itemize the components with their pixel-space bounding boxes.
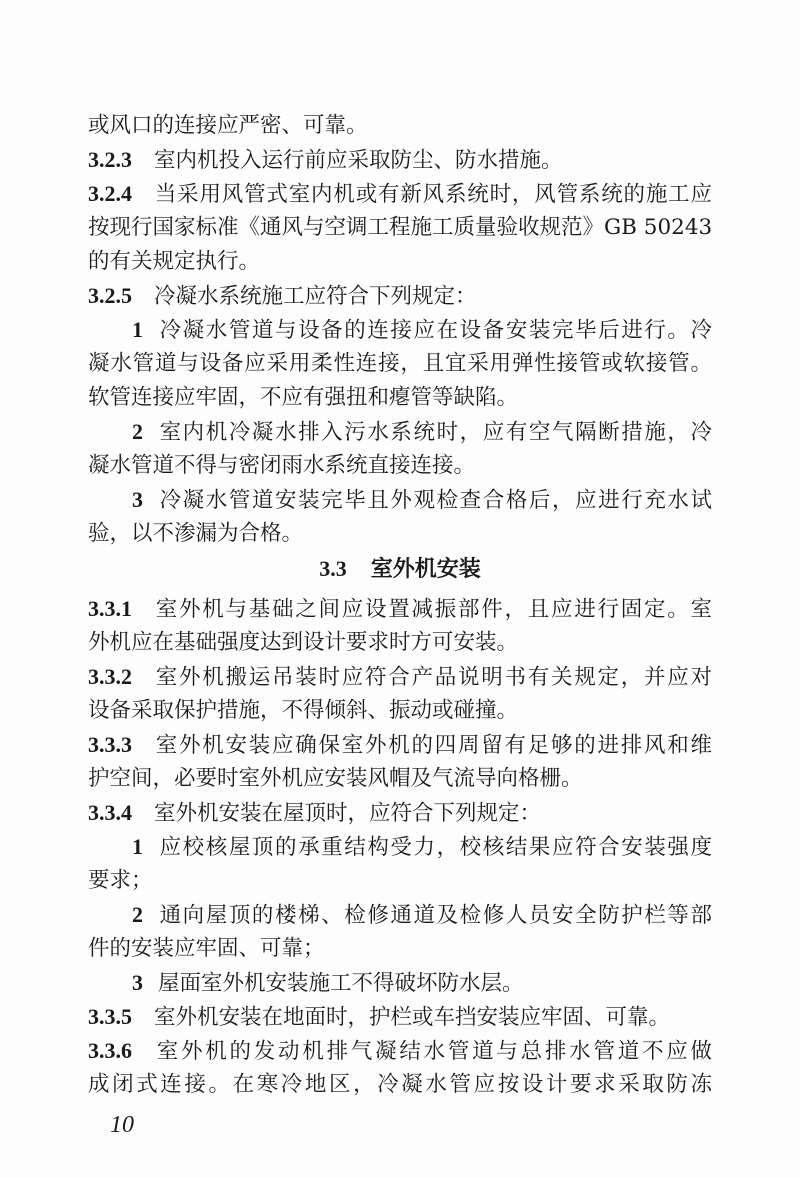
clause-number: 3.2.3 [88,147,132,172]
line-text: 室内机冷凝水排入污水系统时，应有空气隔断措施，冷 [158,420,712,445]
line-text: 室外机搬运吊装时应符合产品说明书有关规定，并应对 [154,665,712,690]
line-text: 室外机安装在屋顶时，应符合下列规定： [154,801,542,826]
line-text: 应校核屋顶的承重结构受力，校核结果应符合安装强度 [158,835,712,860]
clause-number: 3.3.2 [88,664,132,689]
text-line [88,245,712,279]
text-line [88,694,712,728]
line-text: 通向屋顶的楼梯、检修通道及检修人员安全防护栏等部 [158,903,712,928]
item-number: 1 [132,317,143,342]
clause-number: 3.3.6 [88,1038,132,1063]
line-text: 验，以不渗漏为合格。 [88,521,304,546]
line-text: 室外机的发动机排气凝结水管道与总排水管道不应做 [154,1039,712,1064]
list-item-line [88,966,712,1000]
clause-number: 3.2.5 [88,283,132,308]
text-line [88,449,712,483]
text-line [88,347,712,381]
line-text: 冷凝水系统施工应符合下列规定： [154,284,477,309]
list-item-line [88,313,712,347]
line-text: 当采用风管式室内机或有新风系统时，风管系统的施工应 [154,182,712,207]
clause-line [88,796,712,830]
section-title: 室外机安装 [370,556,481,582]
clause-number: 3.3.3 [88,732,132,757]
line-text: 件的安装应牢固、可靠； [88,936,325,961]
line-text: 室外机安装在地面时，护栏或车挡安装应牢固、可靠。 [154,1005,671,1030]
list-item-line [88,830,712,864]
line-text: 屋面室外机安装施工不得破坏防水层。 [158,971,524,996]
line-text: 软管连接应牢固，不应有强扭和瘪管等缺陷。 [88,385,519,410]
list-item-line [88,483,712,517]
line-text: 冷凝水管道安装完毕且外观检查合格后，应进行充水试 [158,488,712,513]
line-text: 要求； [88,868,153,893]
item-number: 3 [132,487,143,512]
text-line [88,211,712,245]
clause-number: 3.3.5 [88,1004,132,1029]
item-number: 2 [132,419,143,444]
line-text: 凝水管道与设备应采用柔性连接，且宜采用弹性接管或软接管。 [88,351,712,376]
clause-line [88,143,712,177]
line-text: 冷凝水管道与设备的连接应在设备安装完毕后进行。冷 [158,318,712,343]
text-line [88,1068,712,1102]
line-text: 按现行国家标准《通风与空调工程施工质量验收规范》GB 50243 [88,215,713,240]
line-text: 外机应在基础强度达到设计要求时方可安装。 [88,630,519,655]
text-line [88,762,712,796]
line-text: 室外机安装应确保室外机的四周留有足够的进排风和维 [154,733,712,758]
section-heading [0,552,800,586]
text-line [88,109,712,143]
line-text: 成闭式连接。在寒冷地区，冷凝水管应按设计要求采取防冻 [88,1072,712,1097]
line-text: 室内机投入运行前应采取防尘、防水措施。 [154,148,563,173]
clause-line [88,660,712,694]
clause-line [88,279,712,313]
line-text: 护空间，必要时室外机应安装风帽及气流导向格栅。 [88,766,583,791]
text-line [88,626,712,660]
clause-number: 3.3.4 [88,800,132,825]
list-item-line [88,415,712,449]
text-line [88,381,712,415]
line-text: 或风口的连接应严密、可靠。 [88,113,368,138]
clause-line [88,728,712,762]
clause-line [88,1000,712,1034]
text-line [88,517,712,551]
clause-number: 3.2.4 [88,181,132,206]
line-text: 室外机与基础之间应设置减振部件，且应进行固定。室 [154,597,712,622]
line-text: 的有关规定执行。 [88,249,261,274]
text-line [88,932,712,966]
clause-line [88,1034,712,1068]
item-number: 1 [132,834,143,859]
section-number: 3.3 [319,556,347,581]
item-number: 3 [132,970,143,995]
line-text: 设备采取保护措施，不得倾斜、振动或碰撞。 [88,698,519,723]
list-item-line [88,898,712,932]
line-text: 凝水管道不得与密闭雨水系统直接连接。 [88,453,476,478]
clause-number: 3.3.1 [88,596,132,621]
clause-line [88,592,712,626]
clause-line [88,177,712,211]
item-number: 2 [132,902,143,927]
page-number: 10 [110,1112,134,1138]
text-line [88,864,712,898]
